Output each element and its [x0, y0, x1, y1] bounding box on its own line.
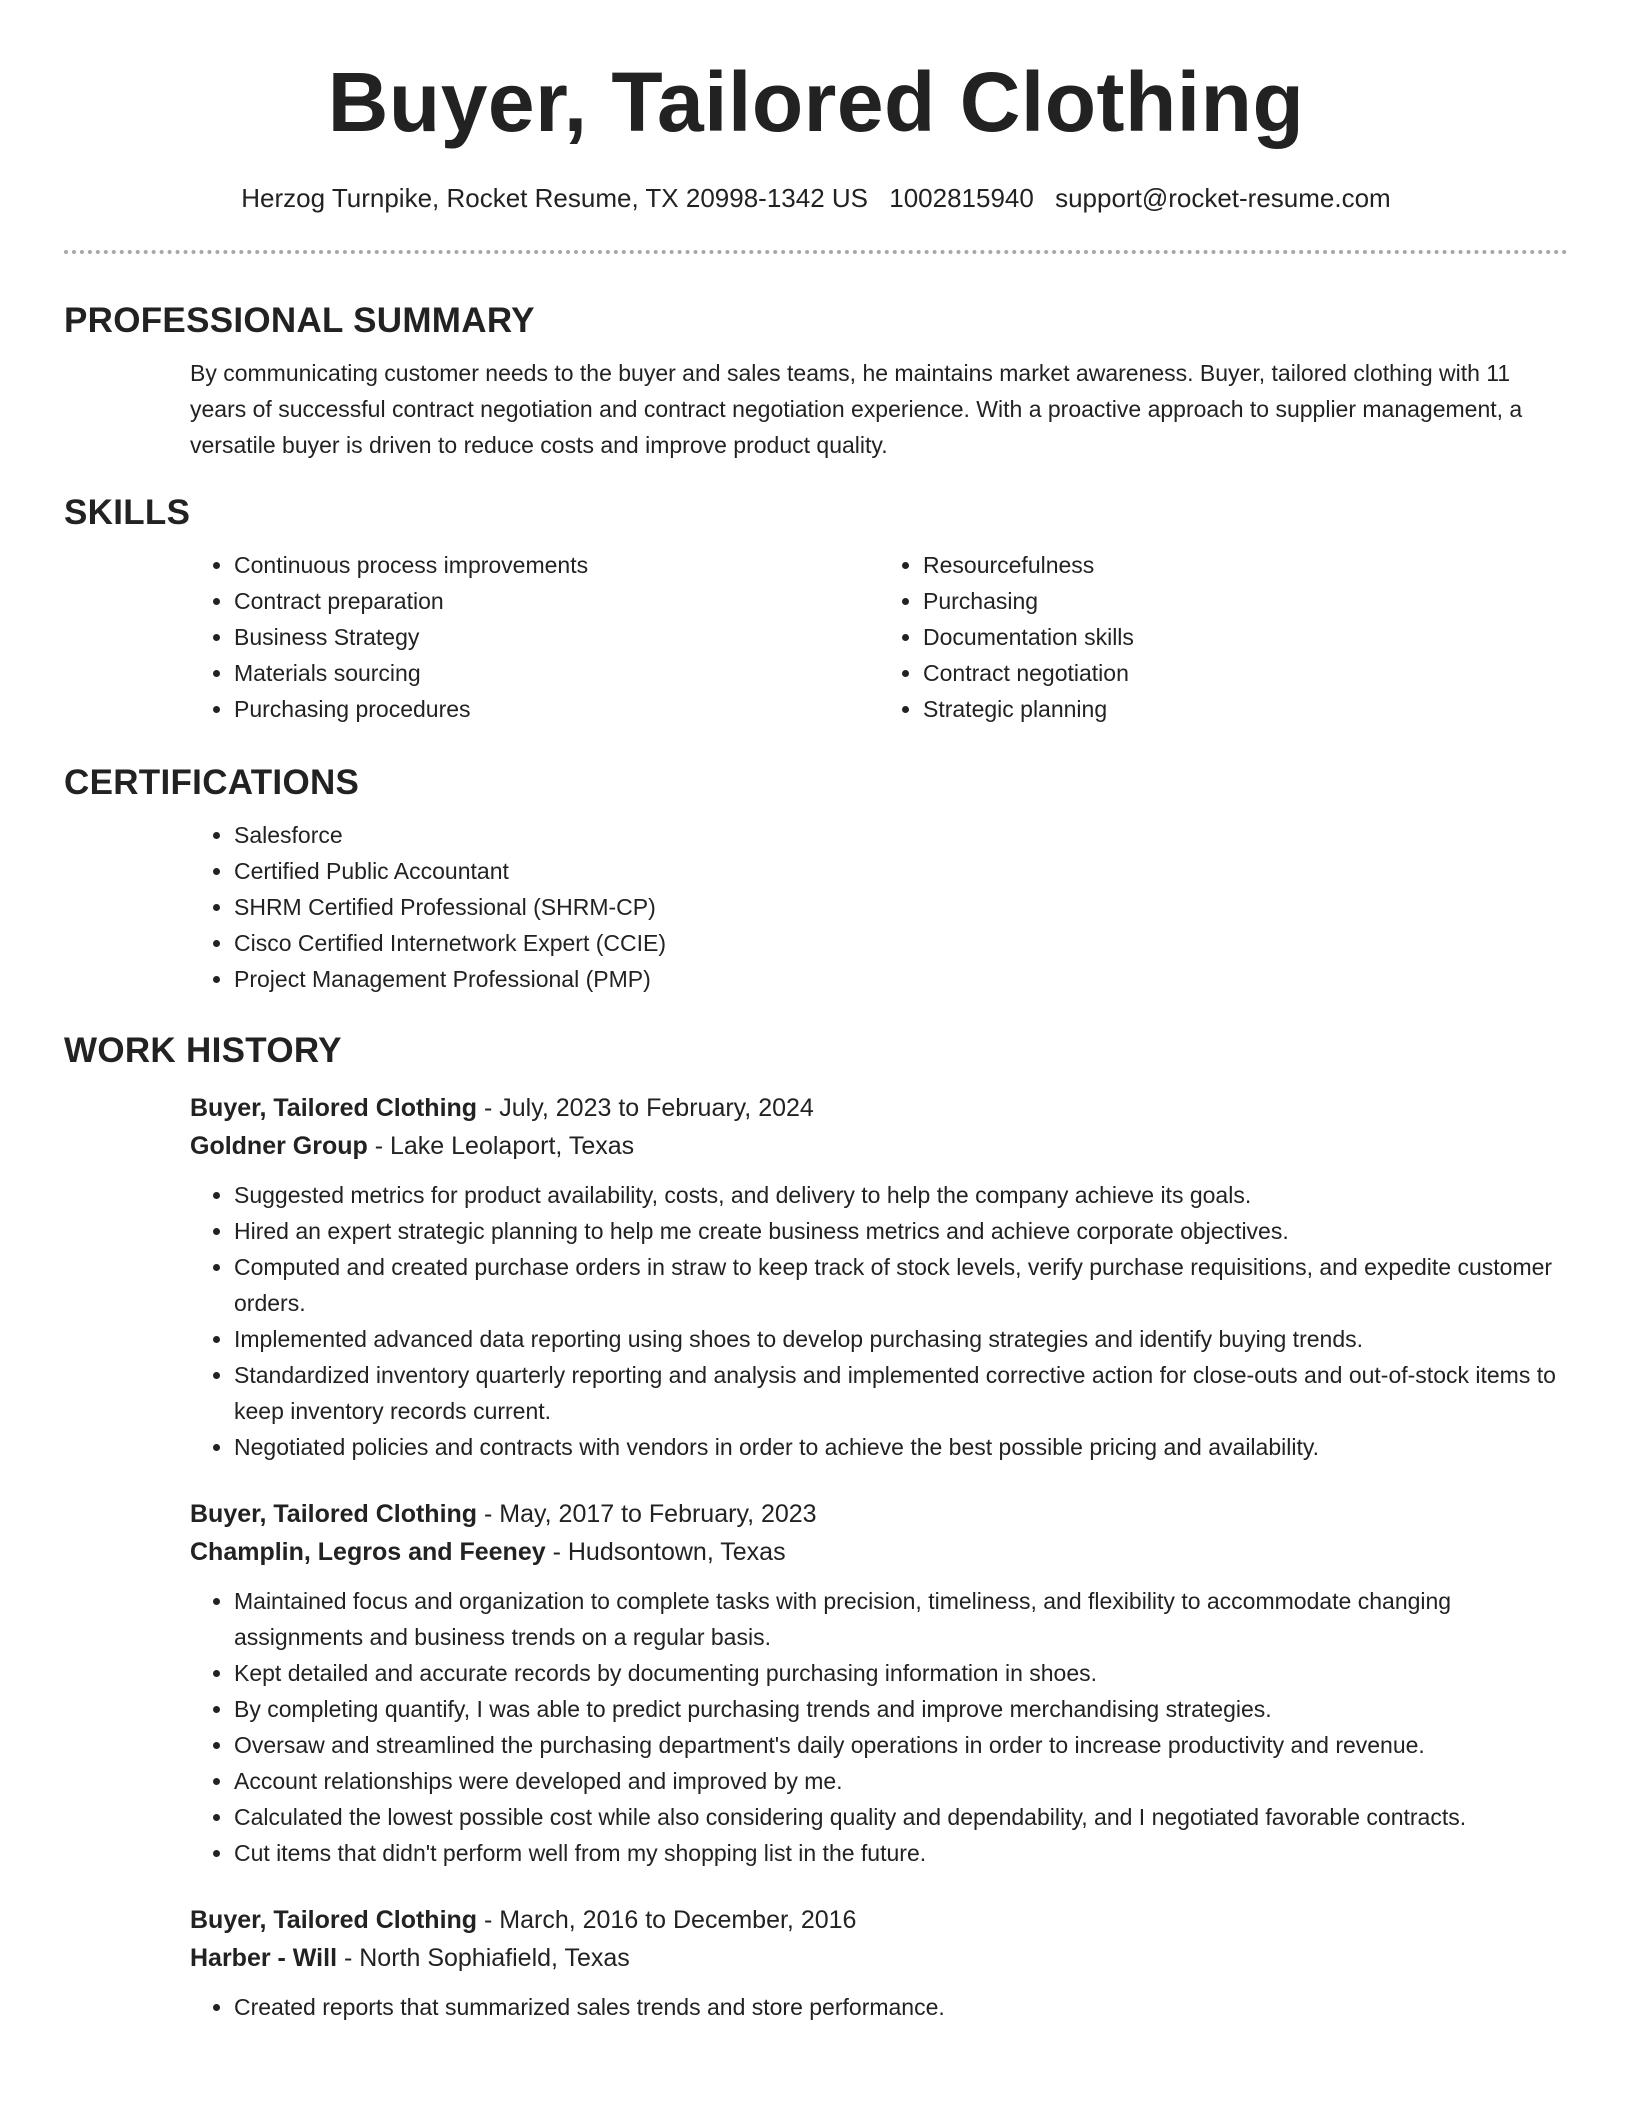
- contact-email: support@rocket-resume.com: [1055, 183, 1391, 213]
- job-title-line: [190, 1495, 1568, 1533]
- job-dates: - May, 2017 to February, 2023: [477, 1500, 817, 1528]
- contact-address: Herzog Turnpike, Rocket Resume, TX 20998-1342 US: [241, 183, 869, 213]
- skill-item: • Purchasing: [923, 583, 1568, 619]
- work-history-heading: WORK HISTORY: [64, 1031, 342, 1070]
- certification-item: • SHRM Certified Professional (SHRM-CP): [234, 889, 1568, 925]
- job-bullet: • Account relationships were developed and improved by me.: [234, 1763, 1568, 1799]
- skill-item: • Documentation skills: [923, 619, 1568, 655]
- job-location: - Lake Leolaport, Texas: [367, 1132, 635, 1160]
- job-bullet: • Negotiated policies and contracts with vendors in order to achieve the best possible pricing and availability.: [234, 1429, 1568, 1465]
- certification-item: • Salesforce: [234, 817, 1568, 853]
- job-company-line: [190, 1127, 1568, 1165]
- skill-item: • Materials sourcing: [234, 655, 879, 691]
- skill-item: • Contract preparation: [234, 583, 879, 619]
- job-company-line: [190, 1533, 1568, 1571]
- job-bullet: • Standardized inventory quarterly reporting and analysis and implemented corrective action for close-outs and out-of-stock items to keep inventory records current.: [234, 1357, 1568, 1429]
- contact-line: [0, 180, 1632, 216]
- skills-column-left: [190, 547, 879, 727]
- contact-phone: 1002815940: [889, 183, 1034, 213]
- skill-item: • Resourcefulness: [923, 547, 1568, 583]
- job-bullets: [190, 1989, 1568, 2025]
- skill-item: • Business Strategy: [234, 619, 879, 655]
- job-bullet: • Implemented advanced data reporting using shoes to develop purchasing strategies and identify buying trends.: [234, 1321, 1568, 1357]
- job-location: - Hudsontown, Texas: [545, 1538, 786, 1566]
- job-title: Buyer, Tailored Clothing: [190, 1906, 478, 1934]
- certifications-heading: CERTIFICATIONS: [64, 763, 360, 802]
- certification-item: • Certified Public Accountant: [234, 853, 1568, 889]
- skill-item: • Contract negotiation: [923, 655, 1568, 691]
- job-bullet: • Computed and created purchase orders in straw to keep track of stock levels, verify purchase requisitions, and expedite customer orders.: [234, 1249, 1568, 1321]
- skill-item: • Purchasing procedures: [234, 691, 879, 727]
- job-title-line: [190, 1089, 1568, 1127]
- job-bullets: [190, 1583, 1568, 1871]
- job-company: Goldner Group: [190, 1132, 368, 1160]
- certifications-list: [190, 817, 1568, 997]
- resume-name: Buyer, Tailored Clothing: [327, 55, 1305, 149]
- skill-item: • Continuous process improvements: [234, 547, 879, 583]
- job-entry: [190, 1901, 1568, 2025]
- job-bullet: • By completing quantify, I was able to predict purchasing trends and improve merchandising strategies.: [234, 1691, 1568, 1727]
- header-divider: [64, 250, 1568, 254]
- job-bullet: • Cut items that didn't perform well from my shopping list in the future.: [234, 1835, 1568, 1871]
- certification-item: • Project Management Professional (PMP): [234, 961, 1568, 997]
- summary-heading: PROFESSIONAL SUMMARY: [64, 301, 535, 340]
- job-company-line: [190, 1939, 1568, 1977]
- job-bullet: • Oversaw and streamlined the purchasing department's daily operations in order to increase productivity and revenue.: [234, 1727, 1568, 1763]
- skills-column-right: [879, 547, 1568, 727]
- job-entry: [190, 1089, 1568, 1465]
- job-bullet: • Maintained focus and organization to complete tasks with precision, timeliness, and flexibility to accommodate changing assignments and business trends on a regular basis.: [234, 1583, 1568, 1655]
- summary-text: By communicating customer needs to the buyer and sales teams, he maintains market awareness. Buyer, tailored clothing with 11 years of successful contract negotiation and contract negotiation experience. With a proactive approach to supplier management, a versatile buyer is driven to reduce costs and improve product quality.: [190, 360, 1523, 458]
- job-entry: [190, 1495, 1568, 1871]
- job-bullet: • Kept detailed and accurate records by documenting purchasing information in shoes.: [234, 1655, 1568, 1691]
- skills-list: [190, 547, 1568, 727]
- skill-item: • Strategic planning: [923, 691, 1568, 727]
- job-bullet: • Created reports that summarized sales trends and store performance.: [234, 1989, 1568, 2025]
- job-location: - North Sophiafield, Texas: [337, 1944, 630, 1972]
- job-bullet: • Hired an expert strategic planning to help me create business metrics and achieve corporate objectives.: [234, 1213, 1568, 1249]
- job-title: Buyer, Tailored Clothing: [190, 1500, 478, 1528]
- job-dates: - March, 2016 to December, 2016: [477, 1906, 857, 1934]
- job-company: Harber - Will: [190, 1944, 338, 1972]
- job-bullets: [190, 1177, 1568, 1465]
- job-company: Champlin, Legros and Feeney: [190, 1538, 546, 1566]
- job-dates: - July, 2023 to February, 2024: [477, 1094, 814, 1122]
- job-bullet: • Calculated the lowest possible cost while also considering quality and dependability, and I negotiated favorable contracts.: [234, 1799, 1568, 1835]
- job-bullet: • Suggested metrics for product availability, costs, and delivery to help the company achieve its goals.: [234, 1177, 1568, 1213]
- resume-content: [64, 293, 1568, 2055]
- job-title: Buyer, Tailored Clothing: [190, 1094, 478, 1122]
- certification-item: • Cisco Certified Internetwork Expert (CCIE): [234, 925, 1568, 961]
- job-title-line: [190, 1901, 1568, 1939]
- skills-heading: SKILLS: [64, 493, 191, 532]
